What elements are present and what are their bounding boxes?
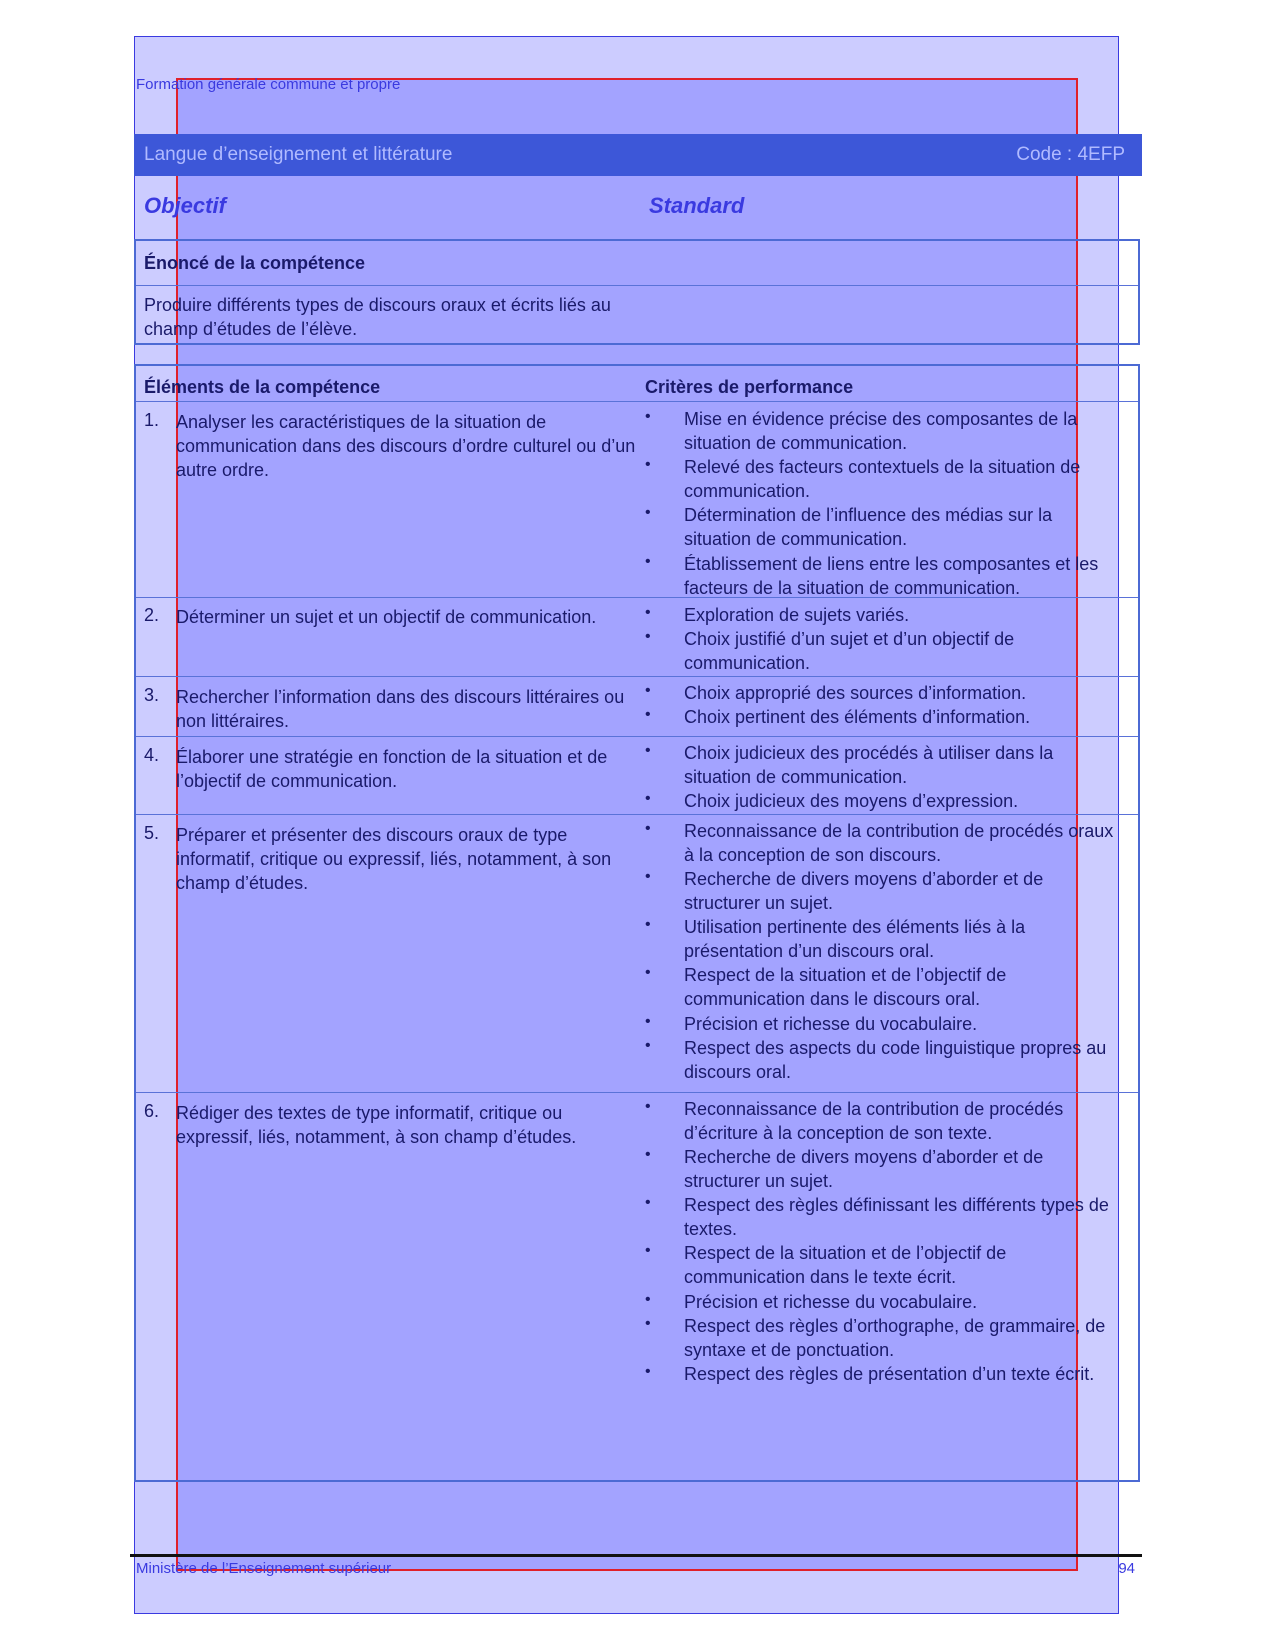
bullet-icon: • — [645, 456, 651, 473]
footer-ministry: Ministère de l’Enseignement supérieur — [136, 1560, 392, 1577]
performance-criterion: Détermination de l’influence des médias sur la situation de communication. — [684, 505, 1053, 549]
bullet-icon: • — [645, 682, 651, 699]
bullet-icon: • — [645, 1242, 651, 1259]
footer-rule — [130, 1554, 1142, 1557]
row-divider — [136, 401, 1138, 402]
bullet-icon: • — [645, 628, 651, 645]
objectif-label: Objectif — [144, 193, 226, 218]
competence-element: Élaborer une stratégie en fonction de la situation et de l’objectif de communication. — [176, 747, 608, 791]
competence-element: Déterminer un sujet et un objectif de communication. — [176, 607, 597, 627]
bullet-icon: • — [645, 604, 651, 621]
course-title: Langue d’enseignement et littérature — [144, 144, 453, 165]
performance-criterion: Respect des aspects du code linguistique propres au discours oral. — [684, 1038, 1107, 1082]
competence-element: Rechercher l’information dans des discours littéraires ou non littéraires. — [176, 687, 625, 731]
bullet-icon: • — [645, 1146, 651, 1163]
performance-criterion: Choix approprié des sources d’information. — [684, 683, 1027, 703]
element-number: 5. — [144, 823, 160, 843]
page-number: 94 — [1118, 1560, 1135, 1577]
competence-element: Rédiger des textes de type informatif, critique ou expressif, liés, notamment, à son champ d’études. — [176, 1103, 577, 1147]
bullet-icon: • — [645, 1098, 651, 1115]
performance-criterion: Utilisation pertinente des éléments liés à la présentation d’un discours oral. — [684, 917, 1026, 961]
bullet-icon: • — [645, 964, 651, 981]
bullet-icon: • — [645, 820, 651, 837]
performance-criterion: Recherche de divers moyens d’aborder et de structurer un sujet. — [684, 1147, 1044, 1191]
performance-criterion: Relevé des facteurs contextuels de la situation de communication. — [684, 457, 1081, 501]
performance-criterion: Choix pertinent des éléments d’information. — [684, 707, 1031, 727]
element-number: 3. — [144, 685, 160, 705]
bullet-icon: • — [645, 706, 651, 723]
course-code: Code : 4EFP — [1016, 144, 1125, 165]
standard-label: Standard — [649, 193, 745, 218]
bullet-icon: • — [645, 790, 651, 807]
supertitle: Formation générale commune et propre — [136, 76, 401, 93]
competence-element: Analyser les caractéristiques de la situation de communication dans des discours d’ordre culturel ou d’un autre ordre. — [176, 412, 636, 480]
competence-element: Préparer et présenter des discours oraux de type informatif, critique ou expressif, liés, notamment, à son champ d’études. — [176, 825, 612, 893]
column-header-elements: Éléments de la compétence — [144, 377, 381, 397]
row-divider — [136, 1092, 1138, 1093]
bullet-icon: • — [645, 1315, 651, 1332]
performance-criterion: Respect des règles d’orthographe, de grammaire, de syntaxe et de ponctuation. — [684, 1316, 1106, 1360]
bullet-icon: • — [645, 1363, 651, 1380]
performance-criterion: Respect de la situation et de l’objectif de communication dans le discours oral. — [684, 965, 1007, 1009]
element-number: 4. — [144, 745, 160, 765]
performance-criterion: Établissement de liens entre les composantes et les facteurs de la situation de communication. — [684, 554, 1099, 598]
performance-criterion: Respect de la situation et de l’objectif de communication dans le texte écrit. — [684, 1243, 1007, 1287]
row-divider — [136, 597, 1138, 598]
performance-criterion: Exploration de sujets variés. — [684, 605, 910, 625]
bullet-icon: • — [645, 408, 651, 425]
element-number: 6. — [144, 1101, 160, 1121]
row-divider — [136, 736, 1138, 737]
performance-criterion: Reconnaissance de la contribution de procédés d’écriture à la conception de son texte. — [684, 1099, 1064, 1143]
row-divider — [136, 814, 1138, 815]
bullet-icon: • — [645, 553, 651, 570]
enonce-text: Produire différents types de discours oraux et écrits liés au champ d’études de l’élève. — [144, 295, 611, 339]
bullet-icon: • — [645, 916, 651, 933]
performance-criterion: Précision et richesse du vocabulaire. — [684, 1014, 978, 1034]
enonce-heading: Énoncé de la compétence — [144, 253, 366, 273]
bullet-icon: • — [645, 1013, 651, 1030]
performance-criterion: Respect des règles de présentation d’un texte écrit. — [684, 1364, 1095, 1384]
bullet-icon: • — [645, 742, 651, 759]
column-header-criteres: Critères de performance — [645, 377, 854, 397]
bullet-icon: • — [645, 868, 651, 885]
performance-criterion: Choix justifié d’un sujet et d’un objectif de communication. — [684, 629, 1015, 673]
row-divider — [136, 676, 1138, 677]
performance-criterion: Précision et richesse du vocabulaire. — [684, 1292, 978, 1312]
bullet-icon: • — [645, 504, 651, 521]
bullet-icon: • — [645, 1037, 651, 1054]
performance-criterion: Mise en évidence précise des composantes de la situation de communication. — [684, 409, 1078, 453]
element-number: 2. — [144, 605, 160, 625]
performance-criterion: Reconnaissance de la contribution de procédés oraux à la conception de son discours. — [684, 821, 1114, 865]
element-number: 1. — [144, 410, 160, 430]
performance-criterion: Respect des règles définissant les différents types de textes. — [684, 1195, 1109, 1239]
performance-criterion: Recherche de divers moyens d’aborder et de structurer un sujet. — [684, 869, 1044, 913]
bullet-icon: • — [645, 1291, 651, 1308]
performance-criterion: Choix judicieux des procédés à utiliser dans la situation de communication. — [684, 743, 1054, 787]
bullet-icon: • — [645, 1194, 651, 1211]
performance-criterion: Choix judicieux des moyens d’expression. — [684, 791, 1019, 811]
